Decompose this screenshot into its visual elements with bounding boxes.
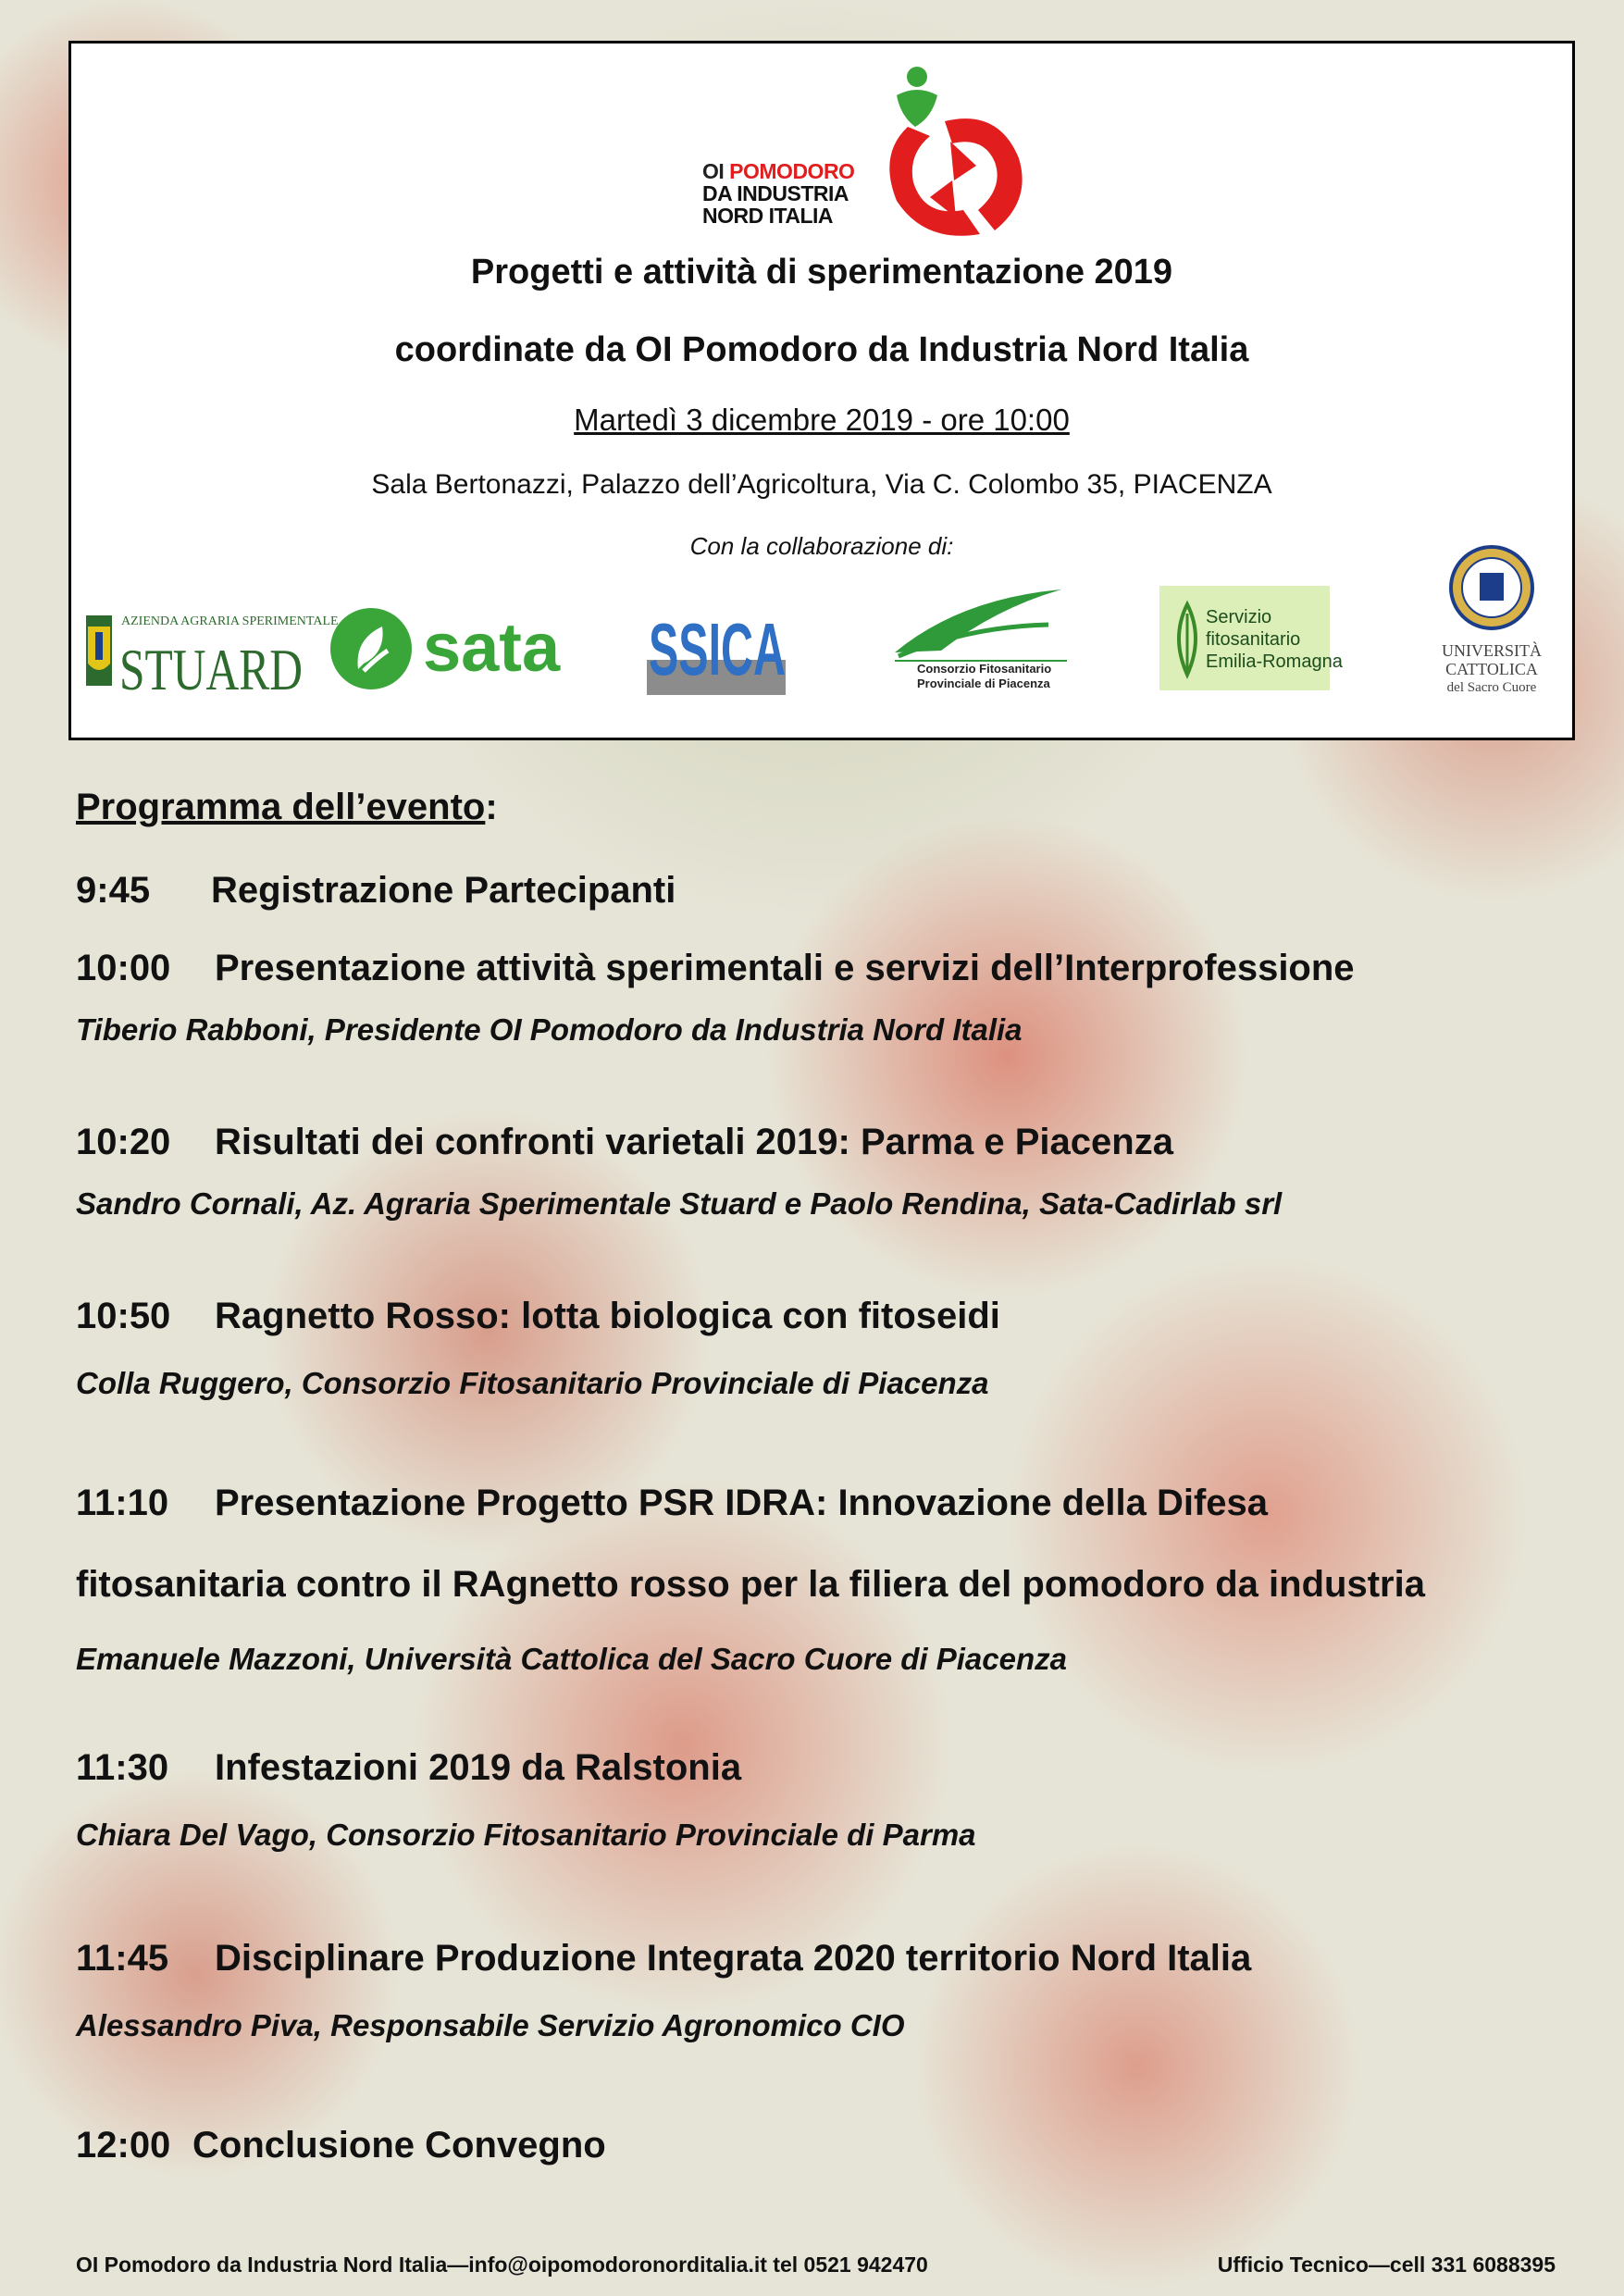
item-speaker: Tiberio Rabboni, Presidente OI Pomodoro da Industria Nord Italia xyxy=(76,1012,1023,1047)
item-speaker: Emanuele Mazzoni, Università Cattolica del Sacro Cuore di Piacenza xyxy=(76,1642,1067,1676)
item-title: Presentazione Progetto PSR IDRA: Innovazione della Difesa xyxy=(215,1483,1269,1523)
universita-cattolica-logo xyxy=(1422,543,1561,728)
stuard-name-text: STUARD xyxy=(119,637,303,702)
program-item-0945 xyxy=(76,870,1603,912)
item-time: 12:00 xyxy=(76,2125,171,2166)
collaboration-label: Con la collaborazione di: xyxy=(689,532,954,560)
program-title: Programma dell’evento: xyxy=(76,787,498,827)
item-title: Infestazioni 2019 da Ralstonia xyxy=(215,1747,742,1788)
item-time: 10:50 xyxy=(76,1296,171,1336)
servizio-text-2: fitosanitario xyxy=(1206,629,1301,650)
consorzio-text-2: Provinciale di Piacenza xyxy=(917,676,1050,690)
logo-text: OI POMODORO DA INDUSTRIA NORD ITALIA xyxy=(702,159,855,228)
item-title-continued: fitosanitaria contro il RAgnetto rosso per la filiera del pomodoro da industria xyxy=(76,1564,1425,1605)
event-date: Martedì 3 dicembre 2019 - ore 10:00 xyxy=(574,403,1070,437)
item-speaker: Chiara Del Vago, Consorzio Fitosanitario Provinciale di Parma xyxy=(76,1818,976,1852)
item-title: Presentazione attività sperimentali e servizi dell’Interprofessione xyxy=(215,948,1355,988)
program-item-1200 xyxy=(76,2125,1603,2166)
servizio-text-1: Servizio xyxy=(1206,607,1272,627)
ucsc-text-3: del Sacro Cuore xyxy=(1446,680,1537,695)
title-line-1: Progetti e attività di sperimentazione 2019 xyxy=(470,253,1173,292)
stuard-top-text: AZIENDA AGRARIA SPERIMENTALE xyxy=(121,614,339,628)
ssica-logo xyxy=(645,593,793,700)
program-item-1020 xyxy=(76,1122,1603,1221)
item-time: 11:45 xyxy=(76,1938,169,1979)
item-time: 10:00 xyxy=(76,948,171,988)
footer-contact: OI Pomodoro da Industria Nord Italia—info@oipomodoronorditalia.it tel 0521 942470 xyxy=(76,2253,928,2277)
item-title: Ragnetto Rosso: lotta biologica con fitoseidi xyxy=(215,1296,1000,1336)
servizio-text-3: Emilia-Romagna xyxy=(1206,652,1343,672)
program-section xyxy=(76,787,1575,2166)
title-line-2: coordinate da OI Pomodoro da Industria Nord Italia xyxy=(394,330,1249,369)
tomato-swirl-icon xyxy=(860,62,1035,247)
item-title: Risultati dei confronti varietali 2019: Parma e Piacenza xyxy=(215,1122,1173,1162)
item-speaker: Sandro Cornali, Az. Agraria Sperimentale Stuard e Paolo Rendina, Sata-Cadirlab srl xyxy=(76,1186,1283,1221)
oi-pomodoro-logo xyxy=(702,62,1026,256)
item-time: 10:20 xyxy=(76,1122,171,1162)
consorzio-text-1: Consorzio Fitosanitario xyxy=(917,662,1052,676)
consorzio-piacenza-logo xyxy=(886,580,1071,696)
program-item-1145 xyxy=(76,1938,1603,2042)
item-title: Disciplinare Produzione Integrata 2020 territorio Nord Italia xyxy=(215,1938,1252,1979)
event-header-box xyxy=(68,41,1575,740)
program-item-1000 xyxy=(76,948,1603,1047)
ucsc-text-2: CATTOLICA xyxy=(1445,660,1538,678)
item-speaker: Alessandro Piva, Responsabile Servizio Agronomico CIO xyxy=(76,2008,905,2042)
item-time: 9:45 xyxy=(76,870,151,911)
item-title: Conclusione Convegno xyxy=(192,2125,606,2166)
program-item-1050 xyxy=(76,1296,1603,1400)
ssica-text: SSICA xyxy=(649,608,786,690)
event-venue: Sala Bertonazzi, Palazzo dell’Agricoltura, Via C. Colombo 35, PIACENZA xyxy=(371,469,1272,500)
sata-logo xyxy=(327,602,604,695)
ucsc-text-1: UNIVERSITÀ xyxy=(1442,641,1542,660)
sata-text: sata xyxy=(423,609,561,686)
program-item-1110 xyxy=(76,1483,1603,1676)
item-time: 11:30 xyxy=(76,1747,169,1788)
item-title: Registrazione Partecipanti xyxy=(211,870,676,911)
item-speaker: Colla Ruggero, Consorzio Fitosanitario Provinciale di Piacenza xyxy=(76,1366,989,1400)
footer-technical-office: Ufficio Tecnico—cell 331 6088395 xyxy=(1217,2253,1556,2277)
stuard-logo xyxy=(84,599,339,702)
servizio-fitosanitario-logo xyxy=(1159,586,1343,690)
program-item-1130 xyxy=(76,1747,1603,1852)
item-time: 11:10 xyxy=(76,1483,169,1523)
